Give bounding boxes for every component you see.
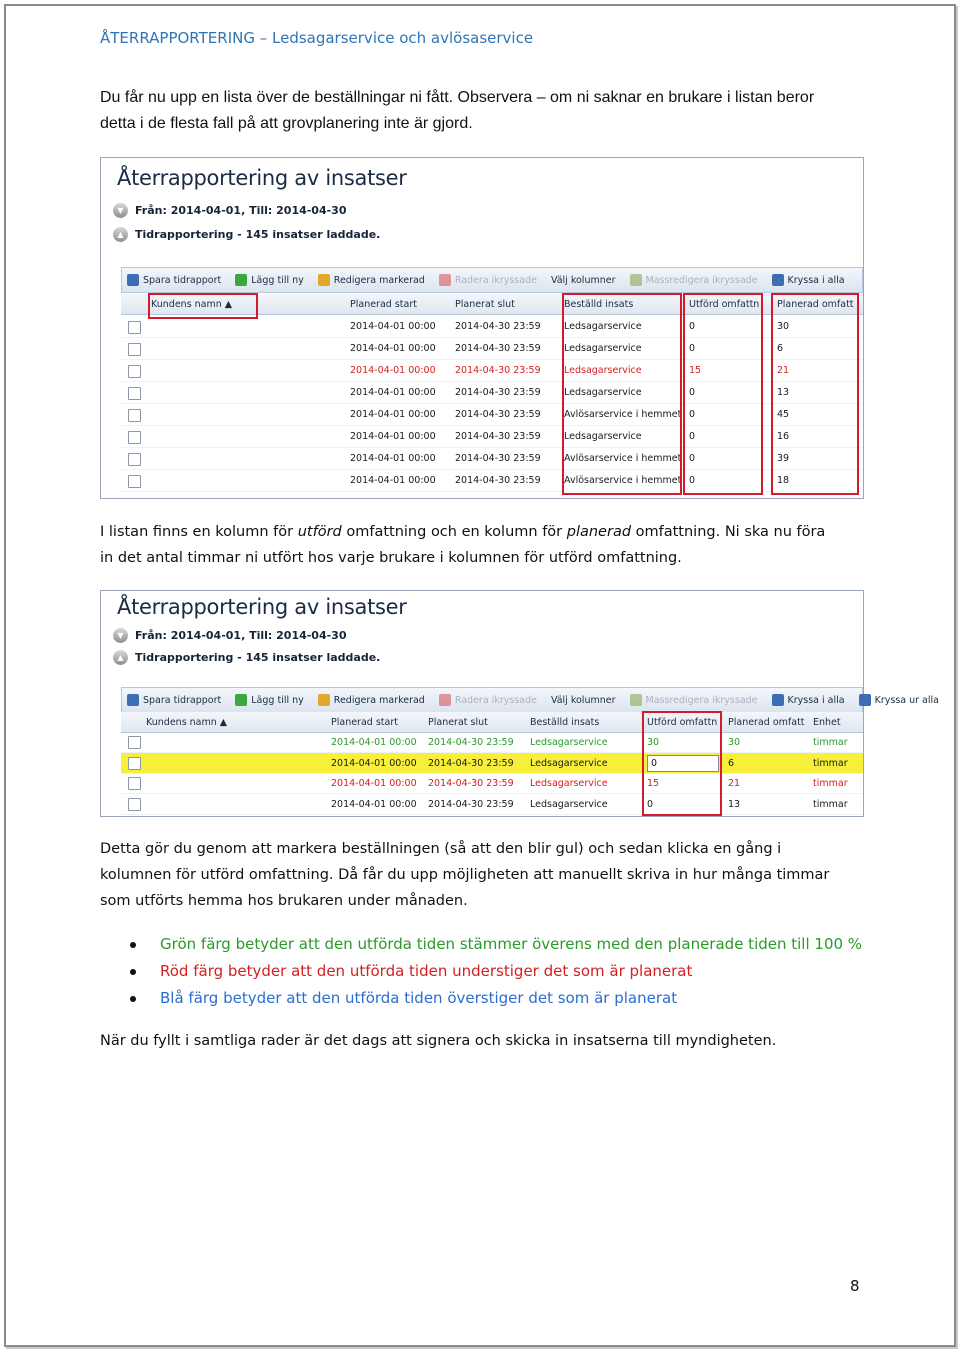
toolbar-button[interactable] — [318, 694, 425, 706]
cell-done[interactable]: 0 — [689, 475, 696, 486]
highlight-done-column — [683, 293, 763, 495]
toolbar-button-label: Lägg till ny — [251, 274, 304, 286]
text-run: I listan finns en kolumn för — [100, 524, 298, 540]
cell-end: 2014-04-30 23:59 — [455, 343, 541, 354]
cell-service: Avlösarservice i hemmet — [564, 409, 682, 420]
row-checkbox[interactable] — [128, 777, 141, 790]
table-row[interactable] — [121, 794, 863, 815]
cell-end: 2014-04-30 23:59 — [428, 757, 514, 769]
cell-start: 2014-04-01 00:00 — [350, 387, 436, 398]
toolbar-button-label: Välj kolumner — [550, 694, 616, 706]
page-header: ÅTERRAPPORTERING – Ledsagarservice och avlösaservice — [100, 29, 534, 47]
status-label: Tidrapportering - 145 insatser laddade. — [135, 228, 381, 241]
cell-end: 2014-04-30 23:59 — [428, 737, 514, 748]
cell-done[interactable]: 0 — [689, 387, 696, 398]
text-run: omfattning och en kolumn för — [341, 524, 567, 540]
legend-item-green — [100, 931, 862, 958]
toolbar-button[interactable] — [127, 694, 221, 706]
legend-text: Röd färg betyder att den utförda tiden understiger det som är planerat — [160, 962, 693, 980]
filter-row[interactable] — [113, 203, 347, 218]
column-header[interactable]: Planerad start — [350, 299, 417, 310]
row-checkbox[interactable] — [128, 453, 141, 466]
cell-planned: 45 — [777, 409, 790, 420]
screenshot-editing-row — [100, 590, 939, 817]
toolbar-button[interactable] — [439, 694, 537, 706]
cell-start: 2014-04-01 00:00 — [350, 321, 436, 332]
cell-start: 2014-04-01 00:00 — [350, 343, 436, 354]
cell-service: Ledsagarservice — [530, 798, 608, 810]
cell-done[interactable]: 0 — [689, 321, 696, 332]
cell-service: Avlösarservice i hemmet — [564, 475, 682, 486]
add-icon — [235, 694, 247, 706]
cell-start: 2014-04-01 00:00 — [350, 453, 436, 464]
cell-done[interactable]: 0 — [689, 453, 696, 464]
cell-unit: timmar — [813, 798, 848, 810]
toolbar-button-label: Spara tidrapport — [143, 694, 222, 706]
mass-edit-icon — [630, 694, 642, 706]
toolbar-button[interactable] — [235, 274, 304, 286]
cell-service: Ledsagarservice — [530, 757, 608, 769]
cell-start: 2014-04-01 00:00 — [350, 365, 436, 376]
uncheck-all-icon — [859, 694, 871, 706]
column-header[interactable]: Planerat slut — [455, 299, 515, 310]
cell-service: Ledsagarservice — [530, 737, 608, 748]
toolbar-button-label: Redigera markerad — [333, 274, 425, 286]
add-icon — [235, 274, 247, 286]
highlight-ordered-column — [562, 293, 682, 495]
edit-icon — [318, 694, 330, 706]
toolbar-button[interactable] — [439, 274, 537, 286]
row-checkbox[interactable] — [128, 431, 141, 444]
toolbar-button-label: Radera ikryssade — [454, 694, 537, 706]
save-icon — [127, 694, 139, 706]
cell-planned: 39 — [777, 453, 790, 464]
filter-label: Från: 2014-04-01, Till: 2014-04-30 — [135, 629, 347, 642]
edit-icon — [318, 274, 330, 286]
done-hours-input[interactable]: 0 — [647, 755, 719, 772]
highlight-customer-column — [148, 293, 258, 319]
toolbar-button-label: Kryssa i alla — [787, 694, 845, 706]
row-checkbox[interactable] — [128, 387, 141, 400]
explanation-line: in det antal timmar ni utfört hos varje brukare i kolumnen för utförd omfattning. — [100, 550, 682, 566]
legend-item-blue — [100, 985, 862, 1012]
row-checkbox[interactable] — [128, 365, 141, 378]
column-header[interactable]: Utförd omfattn — [647, 717, 718, 728]
filter-label: Från: 2014-04-01, Till: 2014-04-30 — [135, 204, 347, 217]
cell-planned: 21 — [728, 778, 741, 789]
column-header[interactable]: Planerad start — [331, 717, 398, 728]
intro-line: Du får nu upp en lista över de beställningar ni fått. Observera – om ni saknar en brukare i listan beror — [100, 89, 815, 106]
cell-service: Ledsagarservice — [564, 321, 642, 332]
cell-end: 2014-04-30 23:59 — [428, 778, 514, 789]
bullet-icon — [130, 969, 136, 975]
table-row[interactable] — [121, 753, 863, 774]
instruction-line: kolumnen för utförd omfattning. Då får du upp möjligheten att manuellt skriva in hur många timmar — [100, 867, 830, 883]
toolbar-button-label: Massredigera ikryssade — [645, 694, 758, 706]
cell-unit: timmar — [813, 778, 848, 789]
filter-row[interactable] — [113, 628, 347, 643]
intro-paragraph — [100, 85, 870, 137]
chevron-down-icon[interactable]: ▼ — [113, 628, 128, 643]
cell-unit: timmar — [813, 757, 848, 769]
toolbar-button[interactable] — [551, 275, 616, 286]
cell-end: 2014-04-30 23:59 — [428, 798, 514, 810]
column-header[interactable]: Planerad omfatt — [728, 717, 805, 728]
toolbar-button[interactable] — [859, 694, 939, 706]
cell-done[interactable]: 15 — [689, 365, 702, 376]
legend-item-red — [100, 958, 862, 985]
cell-done[interactable]: 0 — [689, 431, 696, 442]
column-header[interactable]: Beställd insats — [564, 299, 634, 310]
cell-start: 2014-04-01 00:00 — [331, 798, 417, 810]
cell-planned: 21 — [777, 365, 790, 376]
cell-planned: 16 — [777, 431, 790, 442]
screenshot-reporting-list — [100, 157, 864, 499]
toolbar-button[interactable] — [551, 695, 616, 706]
text-run-italic: planerad — [566, 524, 632, 540]
row-checkbox[interactable] — [128, 409, 141, 422]
cell-end: 2014-04-30 23:59 — [455, 365, 541, 376]
cell-end: 2014-04-30 23:59 — [455, 431, 541, 442]
text-run-italic: utförd — [297, 524, 342, 540]
table-row[interactable] — [121, 773, 863, 794]
row-checkbox[interactable] — [128, 343, 141, 356]
cell-planned: 6 — [728, 757, 735, 769]
column-header[interactable]: Kundens namn ▲ — [146, 717, 228, 728]
toolbar-button-label: Lägg till ny — [251, 694, 304, 706]
cell-service: Ledsagarservice — [564, 343, 642, 354]
check-all-icon — [772, 694, 784, 706]
column-header[interactable]: Kundens namn ▲ — [151, 299, 233, 310]
cell-planned: 30 — [728, 737, 741, 748]
highlight-planned-column — [771, 293, 859, 495]
toolbar-button[interactable] — [630, 694, 758, 706]
cell-start: 2014-04-01 00:00 — [350, 409, 436, 420]
cell-start: 2014-04-01 00:00 — [350, 475, 436, 486]
cell-start: 2014-04-01 00:00 — [331, 737, 417, 748]
toolbar-button[interactable] — [127, 274, 221, 286]
cell-unit: timmar — [813, 737, 848, 748]
cell-planned: 30 — [777, 321, 790, 332]
toolbar — [121, 687, 939, 713]
toolbar-button[interactable] — [318, 274, 425, 286]
chevron-up-icon[interactable]: ▲ — [113, 650, 128, 665]
explanation-line — [100, 519, 870, 545]
cell-done[interactable]: 0 — [647, 798, 654, 810]
toolbar-button[interactable] — [772, 694, 845, 706]
toolbar-button-label: Kryssa i alla — [787, 274, 845, 286]
cell-done[interactable]: 15 — [647, 778, 660, 789]
column-header[interactable]: Enhet — [813, 717, 841, 728]
grid-header — [121, 712, 863, 733]
cell-end: 2014-04-30 23:59 — [455, 409, 541, 420]
cell-done[interactable]: 0 — [689, 409, 696, 420]
row-checkbox[interactable] — [128, 736, 141, 749]
column-header[interactable]: Utförd omfattn — [689, 299, 760, 310]
closing-paragraph: När du fyllt i samtliga rader är det dags att signera och skicka in insatserna till myndigheten. — [100, 1033, 777, 1049]
instruction-paragraph — [100, 836, 870, 914]
cell-service: Avlösarservice i hemmet — [564, 453, 682, 464]
check-all-icon — [772, 274, 784, 286]
cell-service: Ledsagarservice — [564, 431, 642, 442]
toolbar — [121, 267, 863, 293]
cell-done[interactable]: 0 — [689, 343, 696, 354]
column-header[interactable]: Planerad omfatt — [777, 299, 854, 310]
row-checkbox[interactable] — [128, 798, 141, 811]
column-header[interactable]: Beställd insats — [530, 717, 600, 728]
intro-line: detta i de flesta fall på att grovplanering inte är gjord. — [100, 115, 473, 132]
status-label: Tidrapportering - 145 insatser laddade. — [135, 651, 381, 664]
cell-start: 2014-04-01 00:00 — [350, 431, 436, 442]
highlight-done-column — [642, 711, 722, 816]
screenshot-title: Återrapportering av insatser — [117, 595, 407, 619]
cell-done[interactable]: 30 — [647, 737, 660, 748]
toolbar-button[interactable] — [630, 274, 758, 286]
toolbar-button[interactable] — [235, 694, 304, 706]
save-icon — [127, 274, 139, 286]
bullet-icon — [130, 996, 136, 1002]
toolbar-button-label: Radera ikryssade — [454, 274, 537, 286]
cell-end: 2014-04-30 23:59 — [455, 387, 541, 398]
toolbar-button-label: Redigera markerad — [333, 694, 425, 706]
cell-start: 2014-04-01 00:00 — [331, 757, 417, 769]
cell-planned: 18 — [777, 475, 790, 486]
cell-end: 2014-04-30 23:59 — [455, 475, 541, 486]
toolbar-button[interactable] — [772, 274, 845, 286]
status-row[interactable] — [113, 650, 380, 665]
legend-text: Blå färg betyder att den utförda tiden överstiger det som är planerat — [160, 989, 678, 1007]
cell-planned: 6 — [777, 343, 784, 354]
status-row[interactable] — [113, 227, 380, 242]
page-number: 8 — [850, 1277, 860, 1295]
toolbar-button-label: Spara tidrapport — [143, 274, 222, 286]
chevron-down-icon[interactable]: ▼ — [113, 203, 128, 218]
legend-text: Grön färg betyder att den utförda tiden stämmer överens med den planerade tiden till 100 % — [160, 935, 863, 953]
cell-start: 2014-04-01 00:00 — [331, 778, 417, 789]
delete-icon — [439, 274, 451, 286]
chevron-up-icon[interactable]: ▲ — [113, 227, 128, 242]
mass-edit-icon — [630, 274, 642, 286]
color-legend-list — [100, 931, 862, 1012]
text-run: omfattning. Ni ska nu föra — [631, 524, 826, 540]
cell-service: Ledsagarservice — [564, 365, 642, 376]
cell-end: 2014-04-30 23:59 — [455, 453, 541, 464]
cell-end: 2014-04-30 23:59 — [455, 321, 541, 332]
screenshot-title: Återrapportering av insatser — [117, 166, 407, 190]
toolbar-button-label: Kryssa ur alla — [874, 694, 939, 706]
bullet-icon — [130, 942, 136, 948]
delete-icon — [439, 694, 451, 706]
row-checkbox[interactable] — [128, 321, 141, 334]
cell-planned: 13 — [728, 798, 741, 810]
toolbar-button-label: Välj kolumner — [550, 274, 616, 286]
instruction-line: som utförts hemma hos brukaren under månaden. — [100, 893, 468, 909]
column-header[interactable]: Planerat slut — [428, 717, 488, 728]
instruction-line: Detta gör du genom att markera beställningen (så att den blir gul) och sedan klicka en gång i — [100, 841, 782, 857]
cell-service: Ledsagarservice — [564, 387, 642, 398]
cell-service: Ledsagarservice — [530, 778, 608, 789]
toolbar-button-label: Massredigera ikryssade — [645, 274, 758, 286]
explanation-paragraph — [100, 519, 870, 571]
row-checkbox[interactable] — [128, 475, 141, 488]
cell-planned: 13 — [777, 387, 790, 398]
table-row[interactable] — [121, 732, 863, 753]
row-checkbox[interactable] — [128, 757, 141, 770]
